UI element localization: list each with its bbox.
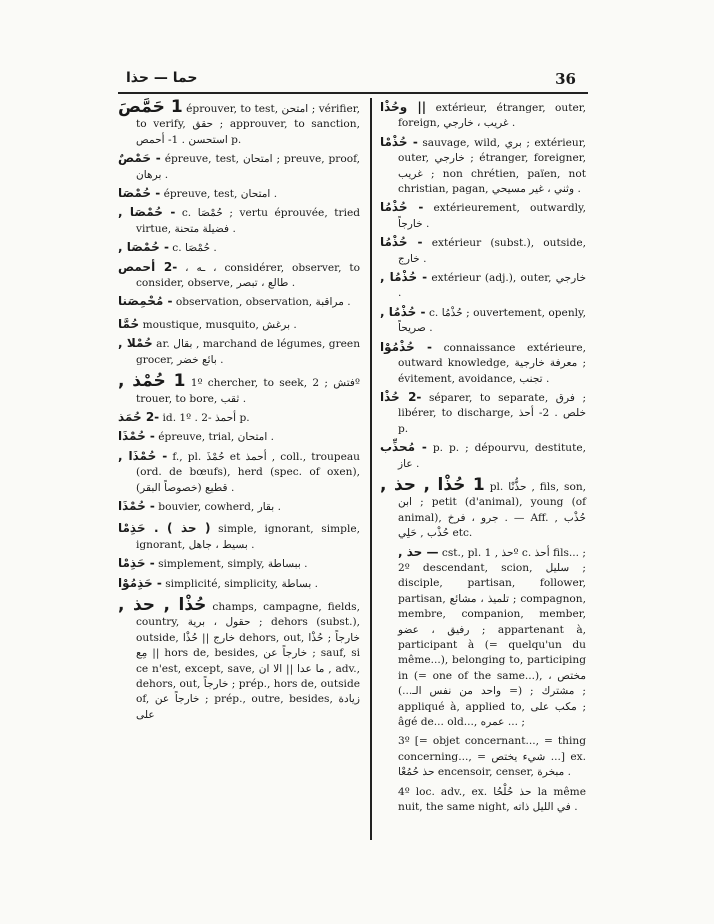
entry bbox=[118, 317, 360, 333]
definition: id. 1º . 2- أحمذ p. bbox=[162, 411, 250, 424]
headword: - حُذْمُا bbox=[380, 235, 423, 250]
headword: -2 حُذْا bbox=[380, 389, 422, 404]
headword: 1 حَمَّصَ bbox=[118, 97, 183, 117]
entry bbox=[118, 429, 360, 445]
entry bbox=[380, 545, 586, 731]
headword: - حُذْمُوْا bbox=[380, 339, 432, 354]
entry bbox=[380, 340, 586, 387]
definition: séparer, to separate, فرق ; libérer, to discharge, خلص . 2- أحذ p. bbox=[398, 391, 587, 435]
headword: - حُمْذَا bbox=[118, 498, 155, 513]
definition: extérieur (adj.), outer, خارجي . bbox=[398, 272, 586, 300]
headword: -2 حُمَذ bbox=[118, 409, 160, 424]
headword: 1 حُذْا , حذ , bbox=[380, 474, 485, 495]
definition: p. p. ; dépourvu, destitute, عاز . bbox=[398, 442, 586, 470]
headword: - حُمْذَا , bbox=[118, 448, 168, 463]
page-header bbox=[118, 68, 588, 92]
header-rule bbox=[118, 92, 588, 94]
entry bbox=[118, 186, 360, 202]
headword: 1 حُمْذ , bbox=[118, 371, 186, 392]
headword: - حُمْصَا , bbox=[118, 205, 176, 220]
entry bbox=[118, 371, 360, 407]
entry bbox=[380, 100, 586, 132]
definition: simplement, simply, ببساطة . bbox=[158, 558, 308, 571]
definition: 1º chercher, to seek, فتش ; 2º trouer, to bore, ثقب . bbox=[136, 377, 360, 405]
headword: - مُحذِّب bbox=[380, 440, 427, 455]
entry bbox=[118, 151, 360, 183]
entry bbox=[380, 200, 586, 232]
headword: -2 أحمص bbox=[118, 259, 178, 274]
entry bbox=[118, 97, 361, 148]
definition: c. حُمْصَا ; vertu éprouvée, tried virtue, فضيلة متحنة . bbox=[136, 207, 361, 235]
headword: — حذ , bbox=[398, 544, 439, 559]
definition: moustique, musquito, برغش . bbox=[142, 318, 297, 331]
entry bbox=[380, 270, 586, 302]
entry bbox=[380, 135, 586, 198]
headword: ( حذ ) . حَذِمْا bbox=[118, 521, 211, 536]
entry bbox=[118, 594, 361, 723]
entry bbox=[380, 474, 587, 542]
entry bbox=[118, 260, 360, 292]
headword: - حَمْصٌ bbox=[118, 151, 161, 166]
definition: simple, ignorant, simple, ignorant, بسيط ، جاهل . bbox=[136, 523, 360, 551]
entry bbox=[118, 410, 360, 426]
entry bbox=[118, 240, 360, 256]
headword: - حُمْصَا bbox=[118, 186, 161, 201]
entry bbox=[118, 336, 360, 368]
left-column bbox=[118, 97, 361, 726]
headword: حُمْلا , bbox=[118, 336, 153, 351]
definition: extérieur, étranger, outer, foreign, غريب ، خارجي . bbox=[398, 102, 586, 130]
definition: observation, observation, مراقبة . bbox=[175, 296, 351, 309]
definition: épreuve, test, امتحان . bbox=[163, 188, 278, 201]
definition: c. حُمْصَا . bbox=[172, 242, 217, 255]
entry bbox=[380, 784, 586, 816]
definition: 3º [= objet concernant..., = thing concerning..., = شيء يختص ...] ex. حذ حُمُعْا encensoir, censer, مبخرة . bbox=[398, 735, 586, 779]
headword: || وحُذْا bbox=[380, 100, 427, 114]
headword: - حَذِمُوْا bbox=[118, 575, 162, 590]
definition: f., pl. حُمْذَ et أحمذ , coll., troupeau (ord. de bœufs), herd (spec. of oxen), قطيع (خصوصاً البقر) . bbox=[136, 450, 360, 494]
entry bbox=[118, 449, 360, 496]
definition: champs, campagne, fields, country, حقول ، برية ; dehors (subst.), outside, خارج || حُذْا dehors, out, خارجاً ; حُذْا مِع || hors de, besides, خارجاً عن ; sauf, si ce n'est, except, save, ما عدا || الا ان , adv., dehors, out, خارجاً ; prép., hors de, outside of, خارجاً عن ; prép., outre, besides, زيادة على bbox=[136, 600, 361, 721]
definition: connaissance extérieure, outward knowledge, معرفة خارجية ; évitement, avoidance, تجنب . bbox=[398, 341, 587, 385]
definition: ، ـه ، considérer, observer, to consider, observe, طالع ، تبصر . bbox=[136, 261, 360, 290]
definition: simplicité, simplicity, بساطة . bbox=[165, 577, 319, 590]
entry bbox=[118, 521, 360, 553]
entry bbox=[118, 205, 360, 237]
definition: ar. بقال , marchand de légumes, green grocer, بائع خضر . bbox=[136, 338, 361, 366]
headword: - حُذْمُا , bbox=[380, 270, 428, 285]
headword: - حُذْمْا bbox=[380, 134, 418, 149]
entry bbox=[118, 294, 360, 310]
headword: - حُمْذَا bbox=[118, 429, 155, 444]
definition: épreuve, trial, امتحان . bbox=[158, 431, 275, 444]
headword: حُذْا , حذ , bbox=[118, 594, 207, 615]
definition: épreuve, test, امتحان ; preuve, proof, برهان . bbox=[136, 153, 361, 181]
definition: extérieur (subst.), outside, خارج . bbox=[398, 237, 586, 265]
headword: حُمَّا bbox=[118, 316, 140, 331]
page-number: 36 bbox=[555, 70, 576, 88]
definition: c. حُذْمُا ; ouvertement, openly, صريحاً . bbox=[398, 306, 586, 335]
entry bbox=[380, 440, 586, 472]
headword: - مُحْمِصَنا bbox=[118, 294, 173, 309]
entry bbox=[380, 733, 586, 780]
entry bbox=[118, 499, 360, 515]
definition: bouvier, cowherd, بقار . bbox=[158, 500, 281, 513]
column-divider bbox=[370, 98, 372, 840]
definition: sauvage, wild, بري ; extérieur, outer, خارجي ; étranger, foreigner, غريب ; non chrétien, païen, not christian, pagan, وثني ، غير مسيحي . bbox=[398, 136, 586, 196]
headword: - حَذِمْا bbox=[118, 556, 155, 571]
entry bbox=[380, 390, 586, 437]
right-column bbox=[380, 100, 586, 818]
headword: - حُمْصَا , bbox=[118, 240, 169, 255]
definition: extérieurement, outwardly, خارجاً . bbox=[398, 202, 586, 230]
definition: pl. حذُّنْا , fils, son, ابن ; petit (d'animal), young (of animal), جرو ، فرخ . — Aff. حُذْب , حُذْب , حَلِي etc. bbox=[398, 480, 587, 540]
definition: éprouver, to test, امتحن ; vérifier, to verify, حقق ; approuver, to sanction, استحسن . 1- أحمص p. bbox=[136, 103, 361, 146]
headword: - حُذْمُا , bbox=[380, 304, 426, 319]
entry bbox=[380, 235, 586, 267]
entry bbox=[118, 556, 360, 572]
entry bbox=[380, 305, 586, 337]
running-head: حما — حذا bbox=[126, 70, 198, 86]
entry bbox=[118, 576, 360, 592]
headword: - حُذْمُا bbox=[380, 200, 424, 215]
definition: 4º loc. adv., ex. حذ حُلْحُا la même nuit, the same night, في الليل ذاته . bbox=[398, 785, 586, 814]
definition: cst., pl. حذ , 1º c. أحذ fils... ; 2º descendant, scion, سليل ; disciple, partisan, follower, partisan, تلميذ ، مشائع ; compagnon, membre, companion, member, رفيق ، عضو ; appartenant à, participant à (= quelqu'un du même...), belonging to, participing in (= one of the same...), مختص ، مشترك ; (= واحد من نفس الـ...) ; appliqué à, applied to, مكب على ; âgé de... old..., عمره ... ; bbox=[398, 546, 587, 729]
